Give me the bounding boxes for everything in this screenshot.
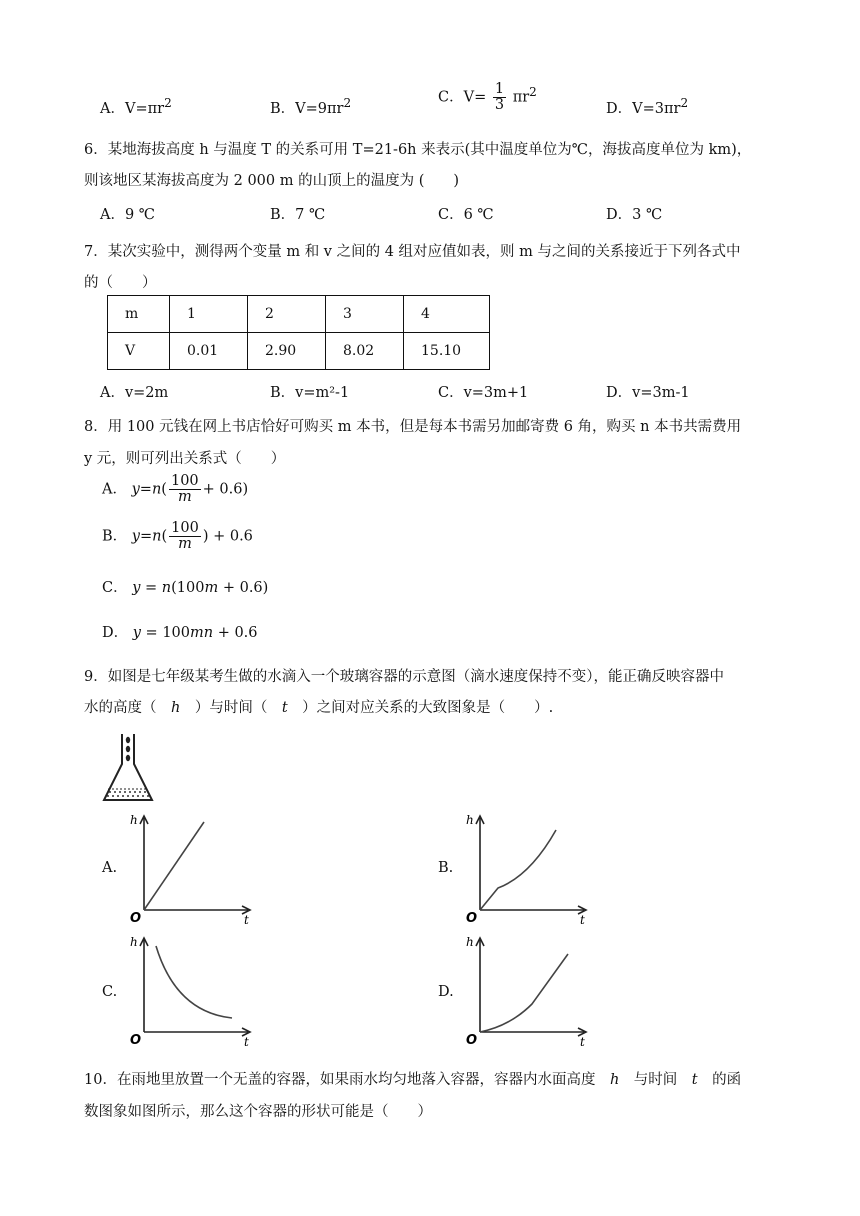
- x-axis-label: t: [580, 1035, 585, 1047]
- q9-graph-a[interactable]: [124, 810, 259, 925]
- table-cell: 1: [170, 296, 248, 333]
- q9-stem-line2: 水的高度（ h ）与时间（ t ）之间对应关系的大致图象是（ ）.: [84, 700, 554, 716]
- origin-label: O: [466, 1033, 478, 1047]
- q9-stem-line1: 9．如图是七年级某考生做的水滴入一个玻璃容器的示意图（滴水速度保持不变），能正确反映容器中: [84, 669, 724, 685]
- table-cell: 4: [404, 296, 490, 333]
- x-axis-label: t: [244, 913, 249, 925]
- q6-option-b[interactable]: B．7 ℃: [270, 207, 326, 223]
- q7-stem-line1: 7．某次实验中，测得两个变量 m 和 v 之间的 4 组对应值如表，则 m 与之间的关系接近于下列各式中: [84, 244, 741, 260]
- q7-value-table: [107, 295, 490, 370]
- q5-option-c[interactable]: C．V= $\frac{1}{3}$ $\pi r^2$: [438, 81, 537, 114]
- y-axis-label: h: [130, 813, 138, 827]
- q9-graph-c[interactable]: [124, 932, 259, 1047]
- q7-option-a[interactable]: A．v=2m: [100, 385, 169, 401]
- q7-options: [100, 381, 800, 405]
- q9-option-b-label[interactable]: B.: [438, 860, 454, 876]
- q8-option-c[interactable]: C． y = n(100m + 0.6): [102, 580, 269, 596]
- q8-option-a[interactable]: A． y=n( $\frac{100}{m}$ + 0.6): [102, 473, 249, 506]
- x-axis-label: t: [580, 913, 585, 925]
- q10-stem-line1: 10．在雨地里放置一个无盖的容器，如果雨水均匀地落入容器，容器内水面高度 h 与时间 t 的函: [84, 1072, 742, 1088]
- x-axis-label: t: [244, 1035, 249, 1047]
- water-drop-icon: [126, 746, 130, 752]
- table-cell: m: [108, 296, 170, 333]
- table-row: [108, 333, 490, 370]
- q8-b-fraction: $\frac{100}{m}$: [171, 520, 199, 553]
- q9-option-a-label[interactable]: A.: [102, 860, 118, 876]
- table-cell: V: [108, 333, 170, 370]
- q7-option-c[interactable]: C．v=3m+1: [438, 385, 529, 401]
- q5-option-d[interactable]: D．$V=3\pi r^2$: [606, 96, 689, 117]
- q5-option-a[interactable]: A．$V=\pi r^2$: [100, 96, 172, 117]
- q6-option-d[interactable]: D．3 ℃: [606, 207, 663, 223]
- flask-illustration: [100, 730, 156, 806]
- q5-option-b[interactable]: B．$V=9\pi r^2$: [270, 96, 352, 117]
- table-cell: 3: [326, 296, 404, 333]
- water-drop-icon: [126, 755, 130, 761]
- graph-d-curve: [480, 954, 568, 1032]
- q8-a-fraction: $\frac{100}{m}$: [170, 473, 199, 506]
- graph-b-curve: [480, 830, 556, 910]
- q10-stem-line2: 数图象如图所示，那么这个容器的形状可能是（ ）: [84, 1104, 432, 1120]
- q9-option-d-label[interactable]: D.: [438, 984, 454, 1000]
- q8-stem-line1: 8．用 100 元钱在网上书店恰好可购买 m 本书，但是每本书需另加邮寄费 6 角，购买 n 本书共需费用: [84, 419, 742, 435]
- q9-option-c-label[interactable]: C.: [102, 984, 118, 1000]
- y-axis-label: h: [466, 813, 474, 827]
- table-row: [108, 296, 490, 333]
- q8-stem-line2: y 元，则可列出关系式（ ）: [84, 451, 286, 467]
- q9-graph-b[interactable]: [460, 810, 595, 925]
- table-cell: 0.01: [170, 333, 248, 370]
- q5-options: [100, 81, 800, 120]
- q7-stem-line2: 的（ ）: [84, 275, 157, 291]
- q6-options: [100, 203, 800, 227]
- q6-stem-line2: 则该地区某海拔高度为 2 000 m 的山顶上的温度为 ( ): [84, 173, 460, 189]
- q6-option-a[interactable]: A．9 ℃: [100, 207, 156, 223]
- water-drop-icon: [126, 737, 130, 743]
- q6-stem-line1: 6．某地海拔高度 h 与温度 T 的关系可用 T=21-6h 来表示(其中温度单位为℃，海拔高度单位为 km)，: [84, 142, 752, 158]
- q9-graph-d[interactable]: [460, 932, 595, 1047]
- table-cell: 2: [248, 296, 326, 333]
- q7-option-d[interactable]: D．v=3m-1: [606, 385, 690, 401]
- q7-option-b[interactable]: B．v=m²-1: [270, 385, 350, 401]
- y-axis-label: h: [130, 935, 138, 949]
- q8-option-b[interactable]: B． y=n( $\frac{100}{m}$ ) + 0.6: [102, 520, 253, 553]
- graph-c-curve: [156, 946, 232, 1018]
- graph-a-curve: [144, 822, 204, 910]
- y-axis-label: h: [466, 935, 474, 949]
- table-cell: 2.90: [248, 333, 326, 370]
- origin-label: O: [466, 911, 478, 925]
- q8-option-d[interactable]: D． y = 100mn + 0.6: [102, 625, 258, 641]
- table-cell: 15.10: [404, 333, 490, 370]
- table-cell: 8.02: [326, 333, 404, 370]
- q5-c-fraction: $\frac{1}{3}$: [494, 81, 505, 114]
- origin-label: O: [130, 1033, 142, 1047]
- origin-label: O: [130, 911, 142, 925]
- q6-option-c[interactable]: C．6 ℃: [438, 207, 494, 223]
